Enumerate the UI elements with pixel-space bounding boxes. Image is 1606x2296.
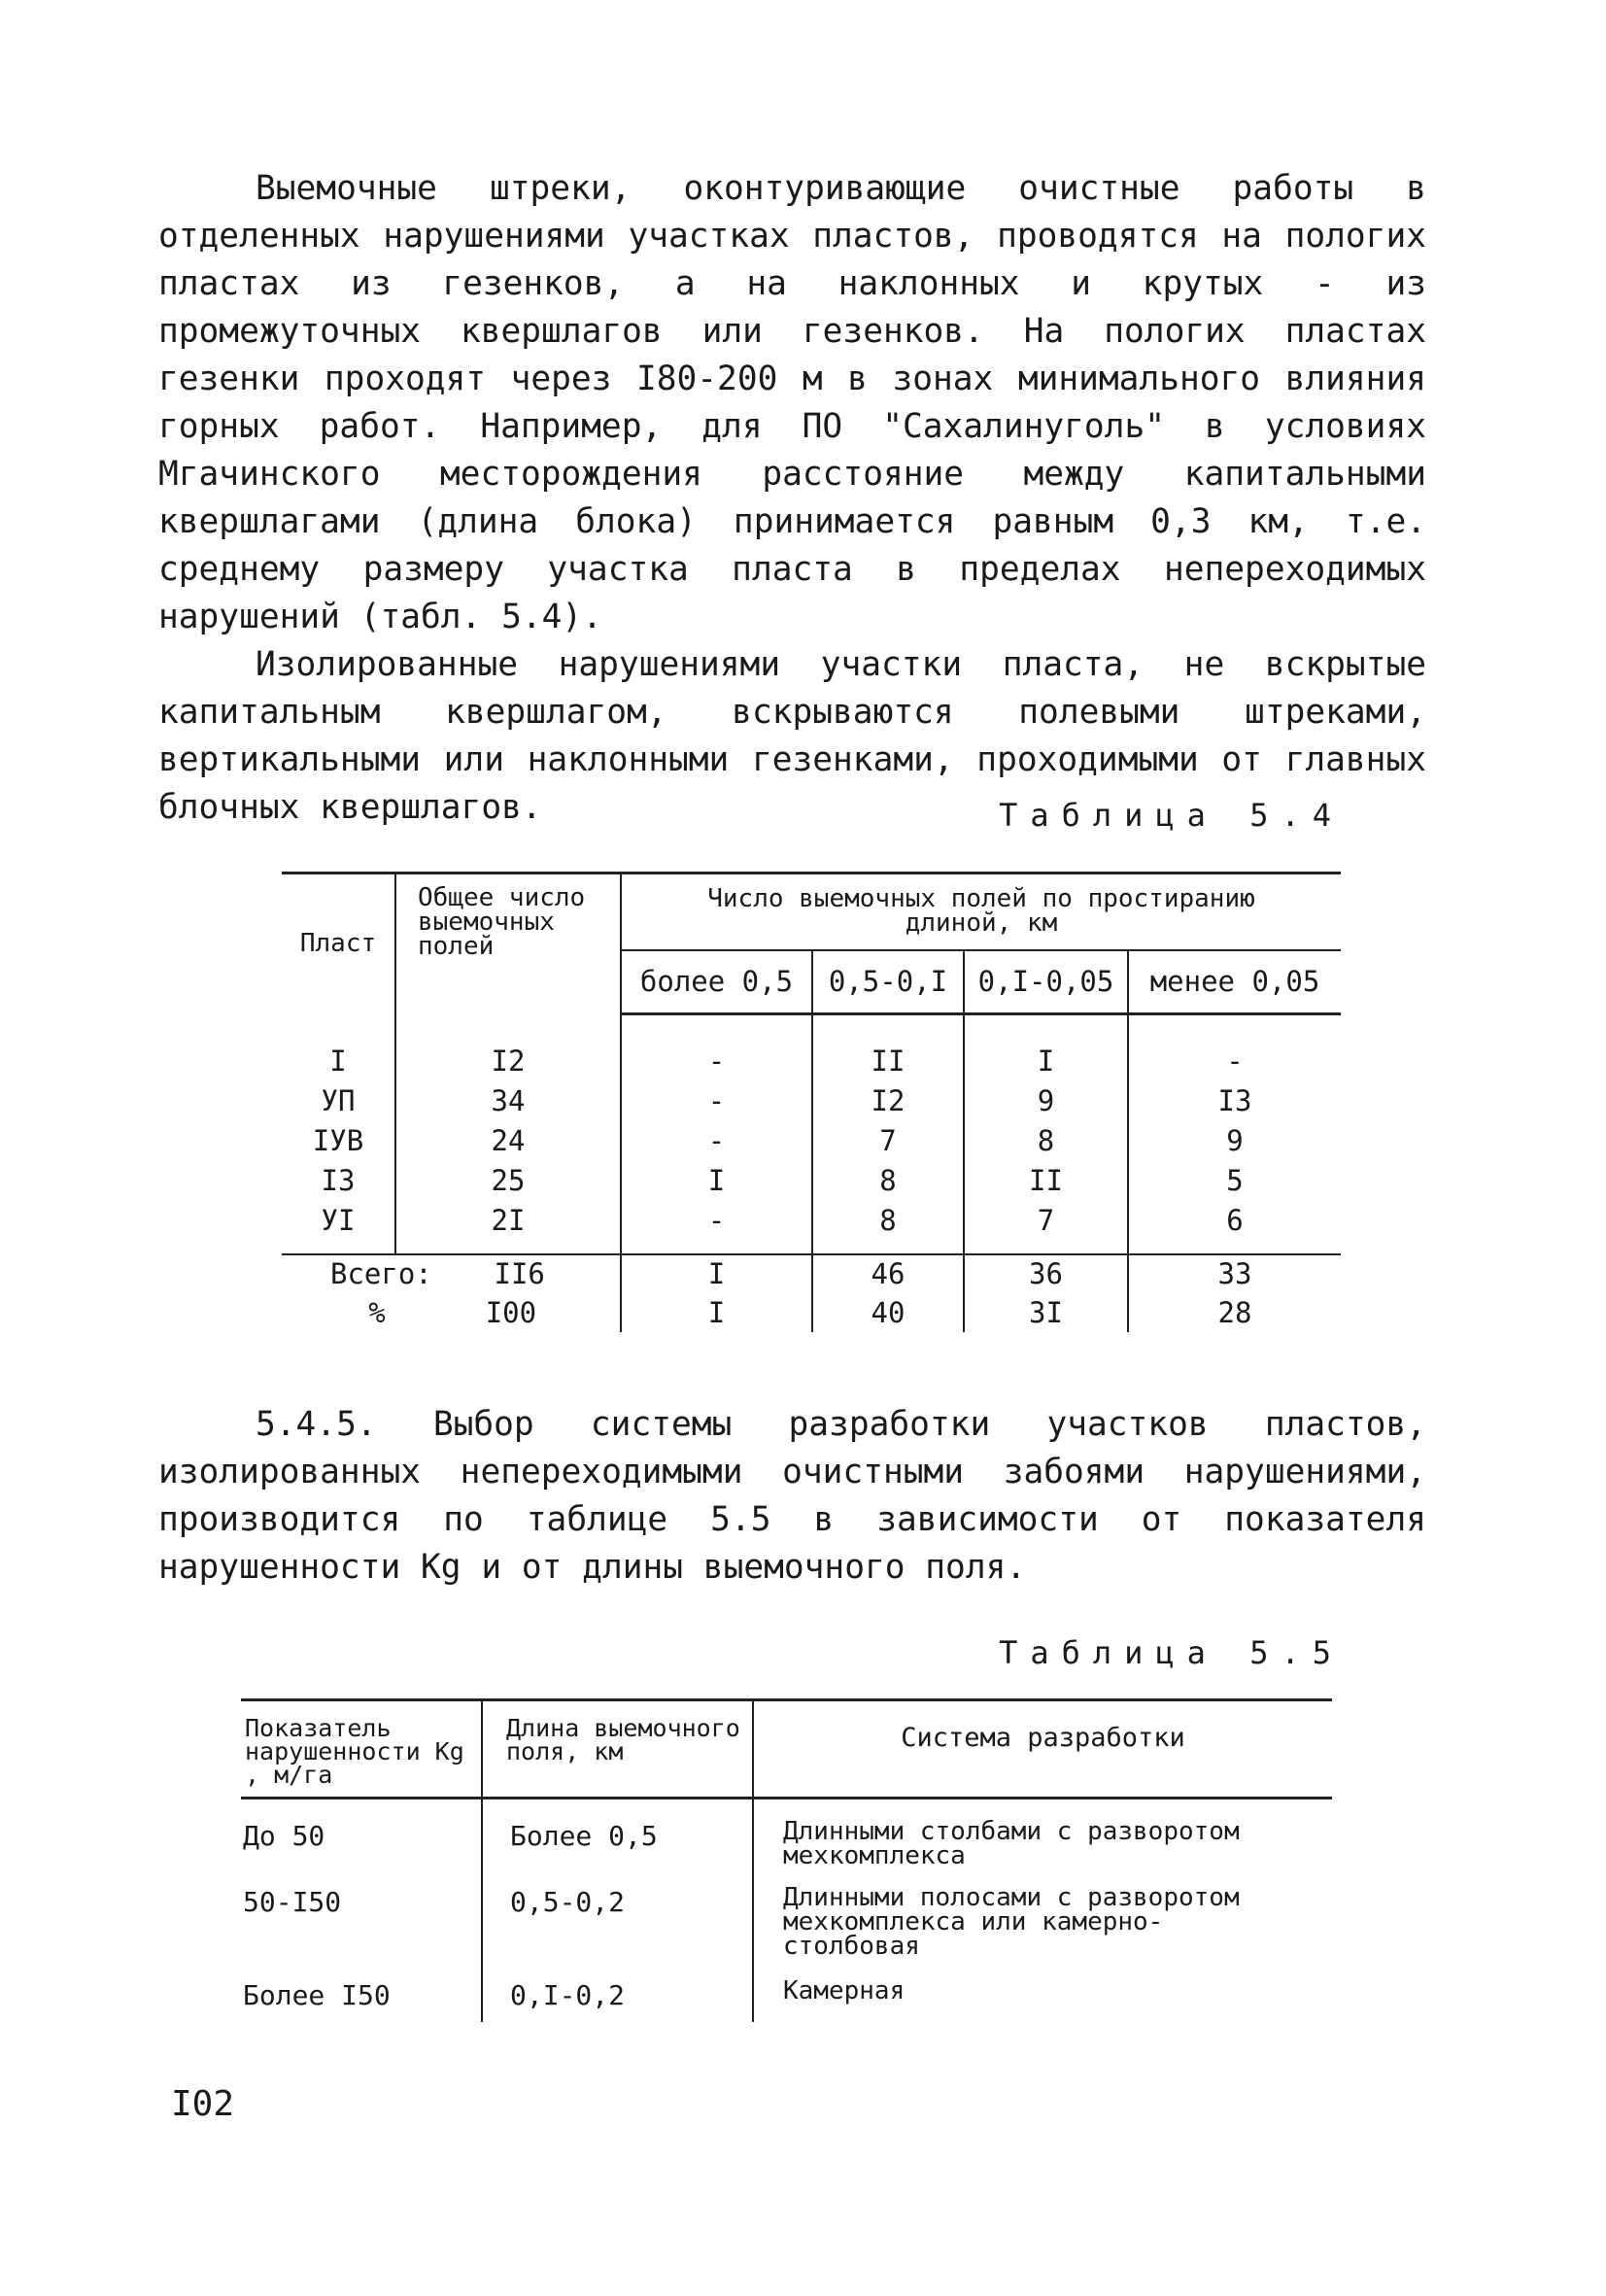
header-less-0-05: менее 0,05 (1128, 950, 1341, 1014)
header-mining-system: Система разработки (753, 1700, 1332, 1799)
header-plast: Пласт (282, 874, 395, 1014)
header-more-0-5: более 0,5 (621, 950, 812, 1014)
cell-system: Длинными полосами с разворотом мехкомплекса или камерно-столбовая (753, 1886, 1332, 1979)
table-5-4 (282, 872, 1341, 1332)
cell-c4: - (1128, 1042, 1341, 1081)
table-5-5-caption: Таблица 5.5 (999, 1634, 1344, 1671)
cell-length: 0,5-0,2 (482, 1886, 753, 1979)
cell-c1: I (621, 1161, 812, 1201)
cell-c4: 9 (1128, 1121, 1341, 1161)
cell-c2: 46 (812, 1254, 964, 1293)
cell-c1: I (621, 1293, 812, 1332)
cell-disturbance: До 50 (243, 1819, 325, 1852)
cell-total: 25 (395, 1161, 621, 1201)
cell-c3: 7 (964, 1201, 1128, 1241)
section-5-4-5-text (158, 1401, 1426, 1592)
header-0-1-0-05: 0,I-0,05 (964, 950, 1128, 1014)
table-row (282, 1121, 1341, 1161)
cell-plast: УП (321, 1084, 356, 1117)
percent-label: % (368, 1295, 386, 1329)
cell-c1: - (621, 1201, 812, 1241)
table-row (241, 1820, 1332, 1886)
cell-c3: 9 (964, 1081, 1128, 1121)
header-disturbance: Показатель нарушенности Kg , м/га (241, 1700, 482, 1799)
cell-length: Более 0,5 (482, 1820, 753, 1886)
cell-plast: I3 (321, 1164, 356, 1197)
cell-c1: - (621, 1121, 812, 1161)
cell-plast: IУВ (312, 1124, 364, 1157)
table-row (282, 1161, 1341, 1201)
cell-system: Длинными столбами с разворотом мехкомплекса (753, 1820, 1332, 1886)
intro-text (158, 165, 1426, 832)
cell-c3: 3I (964, 1293, 1128, 1332)
table-row (241, 1979, 1332, 2022)
header-field-length: Длина выемочного поля, км (482, 1700, 753, 1799)
cell-c4: 5 (1128, 1161, 1341, 1201)
header-total-fields: Общее число выемочных полей (395, 874, 621, 1014)
table-row (282, 1081, 1341, 1121)
totals-cell (282, 1254, 621, 1293)
paragraph-1: Выемочные штреки, оконтуривающие очистные работы в отделенных нарушениями участках пластов, проводятся на пологих пластах из гезенков, а на наклонных и крутых - из промежуточных квершлагов или гезенков. На пологих пластах гезенки проходят через I80-200 м в зонах минимального влияния горных работ. Например, для ПО "Сахалинуголь" в условиях Мгачинского месторождения расстояние между капитальными квершлагами (длина блока) принимается равным 0,3 км, т.е. среднему размеру участка пласта в пределах непереходимых нарушений (табл. 5.4). (158, 169, 1426, 636)
totals-label: Всего: (330, 1257, 432, 1290)
percent-total: I00 (485, 1295, 537, 1329)
cell-total: 24 (395, 1121, 621, 1161)
cell-c2: 8 (812, 1161, 964, 1201)
percent-row (282, 1293, 1341, 1332)
table-row (241, 1886, 1332, 1979)
cell-length: 0,I-0,2 (482, 1979, 753, 2022)
cell-total: 34 (395, 1081, 621, 1121)
cell-c3: 8 (964, 1121, 1128, 1161)
cell-c2: 7 (812, 1121, 964, 1161)
paragraph-2: Изолированные нарушениями участки пласта, не вскрытые капитальным квершлагом, вскрываются полевыми штреками, вертикальными или наклонными гезенками, проходимыми от главных блочных квершлагов. (158, 645, 1426, 827)
table-row (282, 1042, 1341, 1081)
cell-c2: II (812, 1042, 964, 1081)
cell-c4: I3 (1128, 1081, 1341, 1121)
cell-c2: I2 (812, 1081, 964, 1121)
totals-row (282, 1254, 1341, 1293)
header-0-5-0-1: 0,5-0,I (812, 950, 964, 1014)
table-5-4-caption: Таблица 5.4 (999, 797, 1344, 834)
cell-c3: II (964, 1161, 1128, 1201)
cell-disturbance: Более I50 (243, 1978, 391, 2011)
cell-system: Камерная (753, 1979, 1332, 2022)
cell-total: 2I (395, 1201, 621, 1241)
paragraph-3: 5.4.5. Выбор системы разработки участков пластов, изолированных непереходимыми очистными забоями нарушениями, производится по таблице 5.5 в зависимости от показателя нарушенности Kg и от длины выемочного поля. (158, 1405, 1426, 1587)
cell-plast: УI (321, 1204, 356, 1237)
cell-c3: I (964, 1042, 1128, 1081)
cell-disturbance: 50-I50 (243, 1885, 342, 1918)
cell-c3: 36 (964, 1254, 1128, 1293)
cell-c2: 40 (812, 1293, 964, 1332)
table-5-5 (241, 1698, 1332, 2022)
page-number: I02 (171, 2084, 235, 2124)
cell-c1: I (621, 1254, 812, 1293)
header-fields-by-length: Число выемочных полей по простиранию длиной, км (621, 874, 1341, 950)
cell-plast: I (329, 1045, 347, 1078)
percent-cell (282, 1293, 621, 1332)
cell-c2: 8 (812, 1201, 964, 1241)
cell-c4: 33 (1128, 1254, 1341, 1293)
cell-c4: 28 (1128, 1293, 1341, 1332)
table-row (282, 1201, 1341, 1241)
cell-total: I2 (395, 1042, 621, 1081)
cell-c4: 6 (1128, 1201, 1341, 1241)
totals-total: II6 (494, 1257, 545, 1290)
cell-c1: - (621, 1081, 812, 1121)
cell-c1: - (621, 1042, 812, 1081)
